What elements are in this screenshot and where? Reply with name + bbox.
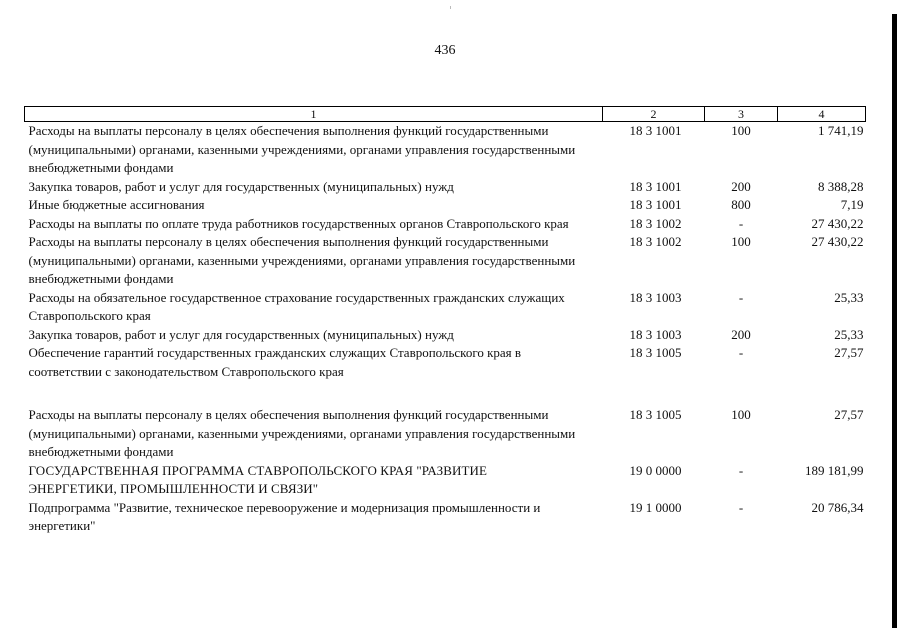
scan-edge-bar [892,14,897,628]
row-name: Расходы на выплаты персоналу в целях обеспечения выполнения функций государственными (муниципальными) органами, казенными учреждениями, органами управления государственными внебюджетными фондами [28,407,576,459]
table-row [25,406,866,462]
table-row [25,462,866,499]
row-name: Обеспечение гарантий государственных гражданских служащих Ставропольского края в соответствии с законодательством Ставропольского края [28,345,522,379]
row-type: 800 [731,197,751,212]
budget-table [24,106,866,536]
row-amount: 27,57 [834,407,864,422]
row-type: 100 [731,407,751,422]
row-amount: 27 430,22 [811,234,864,249]
spacer-cell [25,381,866,406]
table-row [25,233,866,289]
row-code: 18 3 1002 [629,215,682,231]
row-name: Подпрограмма "Развитие, техническое перевооружение и модернизация промышленности и энергетики" [28,499,541,533]
header-col-4: 4 [778,107,866,122]
row-name: Иные бюджетные ассигнования [28,197,205,212]
row-amount: 25,33 [834,326,864,342]
table-row [25,499,866,536]
table-row [25,196,866,215]
row-amount: 20 786,34 [811,499,864,515]
table-row [25,344,866,381]
row-type: - [738,345,744,360]
row-amount: 25,33 [834,289,864,305]
row-type: - [738,462,744,478]
row-type: - [738,289,744,305]
row-name: Расходы на выплаты персоналу в целях обеспечения выполнения функций государственными (муниципальными) органами, казенными учреждениями, органами управления государственными внебюджетными фондами [28,123,576,175]
row-code: 18 3 1005 [629,407,682,422]
row-type: - [738,215,744,231]
row-type: 100 [731,123,751,138]
row-name: Закупка товаров, работ и услуг для государственных (муниципальных) нужд [28,178,454,194]
header-col-3: 3 [705,107,778,122]
row-code: 19 0 0000 [629,462,682,478]
row-amount: 7,19 [840,197,864,212]
row-amount: 8 388,28 [818,178,864,194]
header-col-1: 1 [25,107,603,122]
row-code: 18 3 1001 [629,178,682,194]
row-code: 18 3 1003 [629,289,682,305]
row-code: 18 3 1005 [629,345,682,360]
row-name: Расходы на выплаты персоналу в целях обеспечения выполнения функций государственными (муниципальными) органами, казенными учреждениями, органами управления государственными внебюджетными фондами [28,234,576,286]
row-type: - [738,499,744,515]
top-scan-mark [450,6,451,9]
row-type: 100 [731,234,751,249]
table-header-row [25,107,866,122]
table-row [25,215,866,234]
row-amount: 1 741,19 [818,123,864,138]
page-number: 436 [434,43,456,58]
table-spacer-row [25,381,866,406]
table-row [25,178,866,197]
row-name: ГОСУДАРСТВЕННАЯ ПРОГРАММА СТАВРОПОЛЬСКОГО КРАЯ "РАЗВИТИЕ ЭНЕРГЕТИКИ, ПРОМЫШЛЕННОСТИ И СВЯЗИ" [28,462,488,496]
row-amount: 189 181,99 [805,462,864,478]
row-code: 19 1 0000 [629,499,682,515]
row-type: 200 [731,178,751,194]
table-row [25,122,866,178]
row-code: 18 3 1001 [629,123,682,138]
row-amount: 27 430,22 [811,215,864,231]
row-name: Расходы на выплаты по оплате труда работников государственных органов Ставропольского края [28,215,569,231]
row-name: Расходы на обязательное государственное страхование государственных гражданских служащих Ставропольского края [28,289,565,323]
table-row [25,289,866,326]
header-col-2: 2 [603,107,705,122]
row-code: 18 3 1002 [629,234,682,249]
row-code: 18 3 1001 [629,197,682,212]
row-amount: 27,57 [834,345,864,360]
row-name: Закупка товаров, работ и услуг для государственных (муниципальных) нужд [28,326,454,342]
table-row [25,326,866,345]
row-type: 200 [731,326,751,342]
row-code: 18 3 1003 [629,326,682,342]
